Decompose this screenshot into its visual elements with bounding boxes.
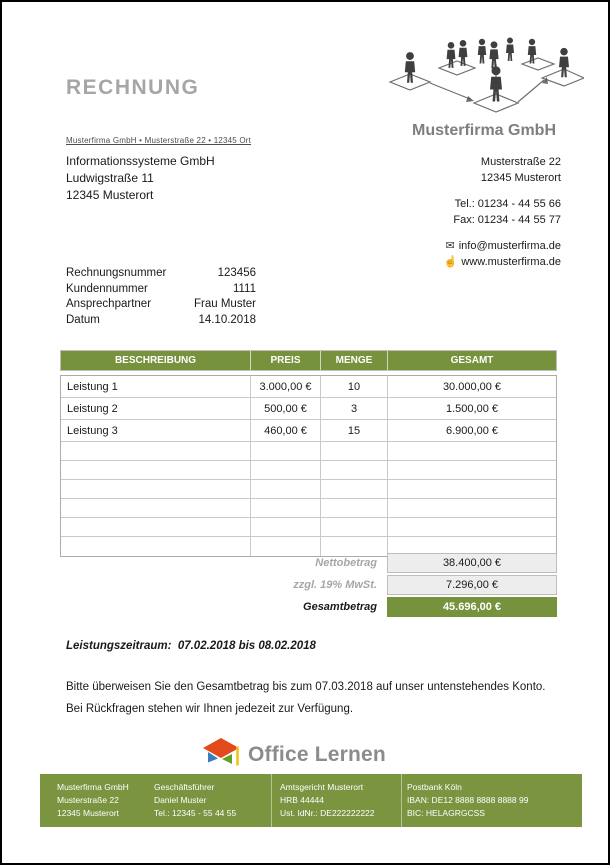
table-header-row: [60, 350, 557, 371]
meta-row-ansprechpartner: [66, 297, 256, 313]
footer-company-column: Musterfirma GmbH Musterstraße 22 12345 Musterort: [57, 782, 129, 818]
company-tel: Tel.: 01234 - 44 55 66: [454, 198, 561, 210]
total-value: 38.400,00 €: [387, 553, 557, 573]
cell-beschreibung: Leistung 2: [61, 398, 251, 419]
company-email: info@musterfirma.de: [458, 240, 561, 252]
column-header-menge: MENGE: [321, 351, 388, 370]
cell-menge: 15: [321, 420, 388, 441]
company-street: Musterstraße 22: [480, 156, 561, 168]
service-period-line: Leistungszeitraum: 07.02.2018 bis 08.02.2018: [66, 640, 316, 652]
recipient-line: Informationssysteme GmbH: [66, 154, 215, 168]
company-website-line: [444, 254, 561, 270]
meta-value: 1111: [232, 282, 256, 295]
meta-value: Frau Muster: [194, 298, 256, 310]
recipient-line: Ludwigstraße 11: [66, 171, 154, 185]
table-empty-row: [61, 442, 556, 461]
total-value: 7.296,00 €: [387, 575, 557, 595]
table-row: [61, 376, 556, 398]
cell-preis: 500,00 €: [251, 398, 321, 419]
table-row: [61, 420, 556, 442]
column-header-gesamt: GESAMT: [450, 355, 494, 366]
column-header-preis: PREIS: [251, 351, 321, 370]
table-empty-row: [61, 518, 556, 537]
cell-menge: 10: [321, 376, 388, 397]
hand-cursor-icon: ☝: [443, 256, 458, 268]
cell-preis: 3.000,00 €: [251, 376, 321, 397]
envelope-icon: ✉: [445, 240, 455, 252]
company-contact-block: [444, 154, 561, 270]
totals-row-nettobetrag: [60, 553, 557, 573]
payment-note: Bitte überweisen Sie den Gesamtbetrag bis zum 07.03.2018 auf unser untenstehendes Konto.: [66, 681, 546, 693]
cell-beschreibung: Leistung 3: [61, 420, 251, 441]
meta-row-rechnungsnummer: [66, 266, 256, 282]
cell-preis: 460,00 €: [251, 420, 321, 441]
company-website: www.musterfirma.de: [461, 256, 561, 268]
meta-label: Kundennummer: [66, 282, 148, 295]
company-email-line: [444, 238, 561, 254]
totals-block: [60, 553, 557, 619]
brand-name: Office Lernen: [248, 743, 386, 766]
cell-beschreibung: Leistung 1: [61, 376, 251, 397]
company-city: 12345 Musterort: [480, 172, 561, 184]
cell-gesamt: 6.900,00 €: [446, 424, 498, 437]
cell-menge: 3: [321, 398, 388, 419]
table-empty-row: [61, 480, 556, 499]
cell-gesamt: 30.000,00 €: [442, 380, 502, 393]
meta-value: 14.10.2018: [198, 313, 256, 326]
table-empty-row: [61, 499, 556, 518]
meta-label: Rechnungsnummer: [66, 267, 167, 279]
contact-note: Bei Rückfragen stehen wir Ihnen jedezeit zur Verfügung.: [66, 703, 354, 715]
table-body: [60, 375, 557, 557]
company-fax: Fax: 01234 - 44 55 77: [453, 214, 561, 226]
footer-registry-column: Amtsgericht Musterort HRB 44444 Ust. IdNr.: DE222222222: [280, 782, 375, 818]
company-name-title: Musterfirma GmbH: [411, 122, 557, 139]
page-title: RECHNUNG: [66, 76, 200, 99]
meta-row-datum: [66, 313, 256, 329]
total-value: 45.696,00 €: [387, 597, 557, 617]
graduation-cap-icon: [201, 737, 241, 773]
recipient-address-block: [66, 153, 215, 204]
line-items-table: [60, 350, 557, 557]
table-empty-row: [61, 461, 556, 480]
invoice-meta-block: [66, 266, 256, 328]
cell-gesamt: 1.500,00 €: [446, 402, 498, 415]
totals-row-mwst: [60, 575, 557, 595]
totals-row-gesamtbetrag: [60, 597, 557, 617]
footer-bar: [40, 774, 582, 827]
footer-bank-column: Postbank Köln IBAN: DE12 8888 8888 8888 99 BIC: HELAGRGCSS: [407, 782, 529, 818]
footer-management-column: Geschäftsführer Daniel Muster Tel.: 12345 - 55 44 55: [154, 782, 237, 818]
meta-label: Datum: [66, 313, 100, 326]
office-lernen-logo: [201, 737, 386, 773]
table-row: [61, 398, 556, 420]
company-logo-illustration: [384, 22, 584, 120]
column-header-beschreibung: BESCHREIBUNG: [61, 351, 251, 370]
total-label: Gesamtbetrag: [303, 601, 377, 613]
total-label: zzgl. 19% MwSt.: [293, 579, 377, 591]
sender-return-address: Musterfirma GmbH • Musterstraße 22 • 12345 Ort: [66, 136, 252, 145]
recipient-line: 12345 Musterort: [66, 188, 154, 202]
meta-row-kundennummer: [66, 282, 256, 298]
meta-value: 123456: [217, 267, 256, 279]
total-label: Nettobetrag: [315, 557, 377, 569]
footer-divider: [271, 774, 272, 827]
meta-label: Ansprechpartner: [66, 298, 152, 310]
footer-divider: [401, 774, 402, 827]
